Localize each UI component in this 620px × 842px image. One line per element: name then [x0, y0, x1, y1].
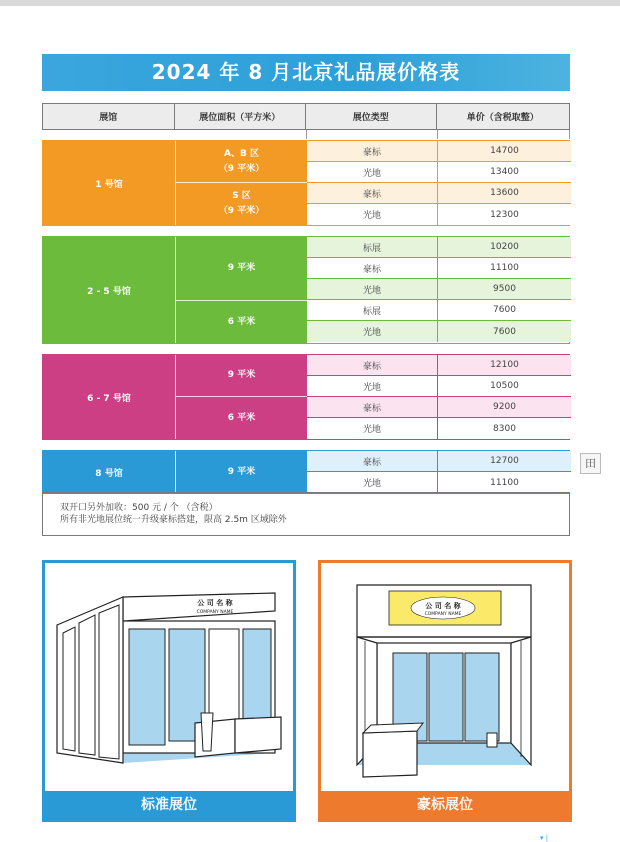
table-row: [307, 418, 571, 439]
sign-title: 公 司 名 称: [425, 602, 461, 610]
booth-type-cell: 豪标: [307, 258, 438, 278]
sign-subtitle: COMPANY NAME: [196, 610, 234, 615]
price-cell: 10500: [490, 381, 519, 391]
price-cell: 10200: [490, 242, 519, 252]
price-cell: 8300: [493, 423, 516, 434]
area-sub: （9 平米）: [218, 163, 265, 174]
deluxe-booth-illustration: [321, 563, 569, 791]
booth-type-cell: 光地: [307, 376, 438, 396]
header-area: 展位面积（平方米）: [175, 104, 307, 129]
area-cell: [175, 301, 307, 343]
note-line: 所有非光地展位统一升级豪标搭建，限高 2.5m 区域除外: [60, 515, 287, 525]
page-mark: ▾ |: [540, 834, 549, 842]
header-hall: 展馆: [43, 104, 175, 129]
hall-group-3: [42, 354, 570, 440]
booth-type-cell: 光地: [307, 162, 438, 182]
table-row: [307, 237, 571, 258]
sign-subtitle: COMPANY NAME: [424, 612, 462, 617]
page-title: 2024 年 8 月北京礼品展价格表: [42, 54, 570, 91]
booth-type-cell: 光地: [307, 204, 438, 225]
area-label: A、B 区: [224, 148, 259, 159]
hall-label: 8 号馆: [43, 451, 175, 493]
area-label: 6 平米: [227, 316, 256, 327]
booth-type-cell: 豪标: [307, 183, 438, 203]
table-header: [42, 103, 570, 130]
table-row: [307, 397, 571, 418]
price-cell: 7600: [493, 326, 516, 337]
area-cell: [175, 451, 307, 493]
area-cell: [175, 183, 307, 225]
table-row: [307, 472, 571, 493]
hall-group-1: [42, 140, 570, 226]
price-cell: 11100: [490, 263, 519, 273]
table-row: [307, 141, 571, 162]
table-row: [307, 183, 571, 204]
price-cell: 9500: [493, 284, 516, 294]
table-row: [307, 355, 571, 376]
booth-type-cell: 标展: [307, 237, 438, 257]
area-cell: [175, 355, 307, 397]
area-cell: [175, 397, 307, 439]
table-row: [307, 321, 571, 342]
sign-title: 公 司 名 称: [197, 599, 233, 607]
price-cell: 14700: [490, 146, 519, 156]
price-cell: 12300: [490, 209, 519, 220]
table-row: [307, 279, 571, 300]
header-price: 单价（含税取整）: [466, 113, 539, 123]
notes-box: [42, 492, 570, 536]
hall-label: 6 - 7 号馆: [43, 355, 175, 439]
deluxe-booth-panel: [318, 560, 572, 822]
standard-booth-illustration: [45, 563, 293, 791]
booth-type-cell: 光地: [307, 321, 438, 342]
area-sub: （9 平米）: [218, 206, 265, 216]
standard-booth-panel: [42, 560, 296, 822]
deluxe-booth-caption: 豪标展位: [321, 791, 569, 819]
area-cell: [175, 141, 307, 183]
price-cell: 12700: [490, 456, 519, 466]
area-label: 9 平米: [227, 370, 256, 380]
hall-group-4: [42, 450, 570, 494]
booth-type-cell: 豪标: [307, 451, 438, 471]
table-icon[interactable]: 田: [580, 453, 601, 474]
area-label: 9 平米: [227, 466, 256, 477]
hall-label: 2 - 5 号馆: [43, 237, 175, 343]
price-cell: 11100: [490, 477, 519, 488]
price-cell: 9200: [493, 402, 516, 412]
note-line: 双开口另外加收：500 元 / 个 （含税）: [60, 503, 218, 513]
area-cell: [175, 237, 307, 301]
hall-label: 1 号馆: [43, 141, 175, 225]
header-type: 展位类型: [306, 104, 437, 129]
booth-type-cell: 豪标: [307, 141, 438, 161]
table-row: [307, 162, 571, 183]
price-cell: 12100: [490, 360, 519, 370]
hall-group-2: [42, 236, 570, 344]
table-row: [307, 258, 571, 279]
table-row: [307, 451, 571, 472]
booth-type-cell: 光地: [307, 418, 438, 439]
booth-type-cell: 豪标: [307, 397, 438, 417]
table-row: [307, 300, 571, 321]
price-cell: 13600: [490, 188, 519, 198]
booth-type-cell: 光地: [307, 279, 438, 299]
booth-type-cell: 光地: [307, 472, 438, 493]
area-label: S 区: [232, 191, 251, 201]
booth-type-cell: 豪标: [307, 355, 438, 375]
area-label: 9 平米: [227, 263, 256, 273]
header-spacer: [306, 130, 570, 139]
area-label: 6 平米: [227, 412, 256, 423]
table-row: [307, 204, 571, 225]
standard-booth-caption: 标准展位: [45, 791, 293, 819]
price-cell: 7600: [493, 305, 516, 315]
table-row: [307, 376, 571, 397]
price-cell: 13400: [490, 167, 519, 177]
booth-type-cell: 标展: [307, 300, 438, 320]
top-divider: [0, 0, 620, 6]
